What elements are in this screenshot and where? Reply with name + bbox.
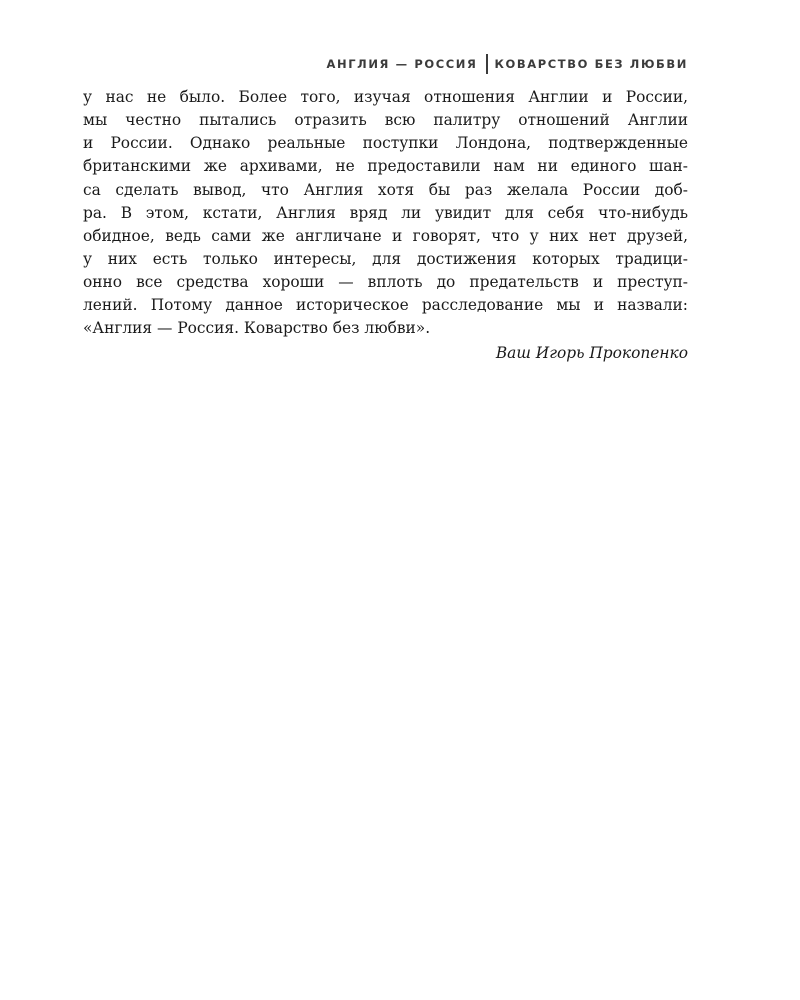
text-line: у нас не было. Более того, изучая отношения Англии и России,: [83, 88, 688, 106]
running-header-book-title: АНГЛИЯ — РОССИЯ: [326, 57, 478, 71]
text-line: и России. Однако реальные поступки Лондона, подтвержденные: [83, 134, 688, 153]
body-paragraph: [83, 86, 688, 341]
text-line: мы честно пытались отразить всю палитру отношений Англии: [83, 111, 688, 130]
running-header-subtitle: КОВАРСТВО БЕЗ ЛЮБВИ: [494, 57, 688, 71]
text-line: лений. Потому данное историческое расследование мы и назвали:: [83, 296, 688, 315]
author-signature: Ваш Игорь Прокопенко: [495, 344, 688, 362]
text-line: ра. В этом, кстати, Англия вряд ли увидит для себя что-нибудь: [83, 203, 688, 222]
text-line: обидное, ведь сами же англичане и говорят, что у них нет друзей,: [83, 226, 688, 245]
text-line: у них есть только интересы, для достижения которых традици-: [83, 249, 688, 268]
text-line-last: «Англия — Россия. Коварство без любви».: [83, 319, 431, 338]
text-line: онно все средства хороши — вплоть до предательств и преступ-: [83, 273, 688, 292]
text-line: са сделать вывод, что Англия хотя бы раз желала России доб-: [83, 180, 688, 199]
header-divider: [486, 54, 488, 74]
text-line: британскими же архивами, не предоставили нам ни единого шан-: [83, 157, 688, 176]
running-header: [327, 54, 688, 74]
